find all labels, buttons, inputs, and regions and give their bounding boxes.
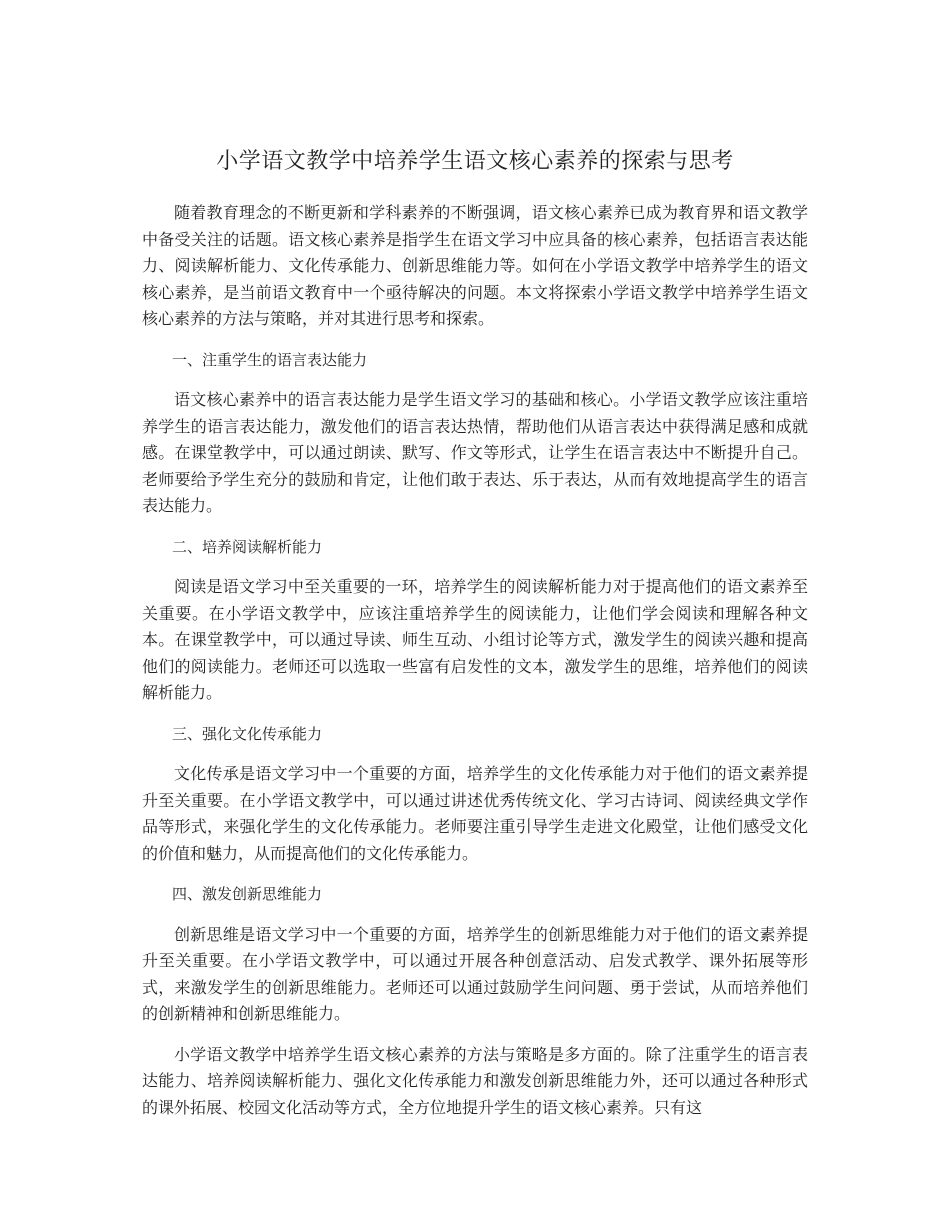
section-heading-1: 一、注重学生的语言表达能力 (172, 350, 368, 369)
section-heading-2: 二、培养阅读解析能力 (172, 537, 323, 556)
section-body-1: 语文核心素养中的语言表达能力是学生语文学习的基础和核心。小学语文教学应该注重培养学生的语言表达能力，激发他们的语言表达热情，帮助他们从语言表达中获得满足感和成就感。在课堂教学中，可以通过朗读、默写、作文等形式，让学生在语言表达中不断提升自己。老师要给予学生充分的鼓励和肯定，让他们敢于表达、乐于表达，从而有效地提高学生的语言表达能力。 (142, 390, 808, 515)
section-heading-3: 三、强化文化传承能力 (172, 724, 323, 743)
section-body-2: 阅读是语文学习中至关重要的一环，培养学生的阅读解析能力对于提高他们的语文素养至关重要。在小学语文教学中，应该注重培养学生的阅读能力，让他们学会阅读和理解各种文本。在课堂教学中，可以通过导读、师生互动、小组讨论等方式，激发学生的阅读兴趣和提高他们的阅读能力。老师还可以选取一些富有启发性的文本，激发学生的思维，培养他们的阅读解析能力。 (142, 577, 808, 702)
section-body-4: 创新思维是语文学习中一个重要的方面，培养学生的创新思维能力对于他们的语文素养提升至关重要。在小学语文教学中，可以通过开展各种创意活动、启发式教学、课外拓展等形式，来激发学生的创新思维能力。老师还可以通过鼓励学生问问题、勇于尝试，从而培养他们的创新精神和创新思维能力。 (142, 924, 808, 1023)
section-heading-4: 四、激发创新思维能力 (172, 885, 323, 903)
section-body-3: 文化传承是语文学习中一个重要的方面，培养学生的文化传承能力对于他们的语文素养提升至关重要。在小学语文教学中，可以通过讲述优秀传统文化、学习古诗词、阅读经典文学作品等形式，来强化学生的文化传承能力。老师要注重引导学生走进文化殿堂，让他们感受文化的价值和魅力，从而提高他们的文化传承能力。 (142, 764, 808, 863)
document-body (142, 200, 808, 1135)
intro-paragraph: 随着教育理念的不断更新和学科素养的不断强调，语文核心素养已成为教育界和语文教学中备受关注的话题。语文核心素养是指学生在语文学习中应具备的核心素养，包括语言表达能力、阅读解析能力、文化传承能力、创新思维能力等。如何在小学语文教学中培养学生的语文核心素养，是当前语文教育中一个亟待解决的问题。本文将探索小学语文教学中培养学生语文核心素养的方法与策略，并对其进行思考和探索。 (142, 203, 808, 328)
closing-paragraph: 小学语文教学中培养学生语文核心素养的方法与策略是多方面的。除了注重学生的语言表达能力、培养阅读解析能力、强化文化传承能力和激发创新思维能力外，还可以通过各种形式的课外拓展、校园文化活动等方式，全方位地提升学生的语文核心素养。只有这 (142, 1044, 808, 1117)
document-title: 小学语文教学中培养学生语文核心素养的探索与思考 (216, 149, 734, 174)
